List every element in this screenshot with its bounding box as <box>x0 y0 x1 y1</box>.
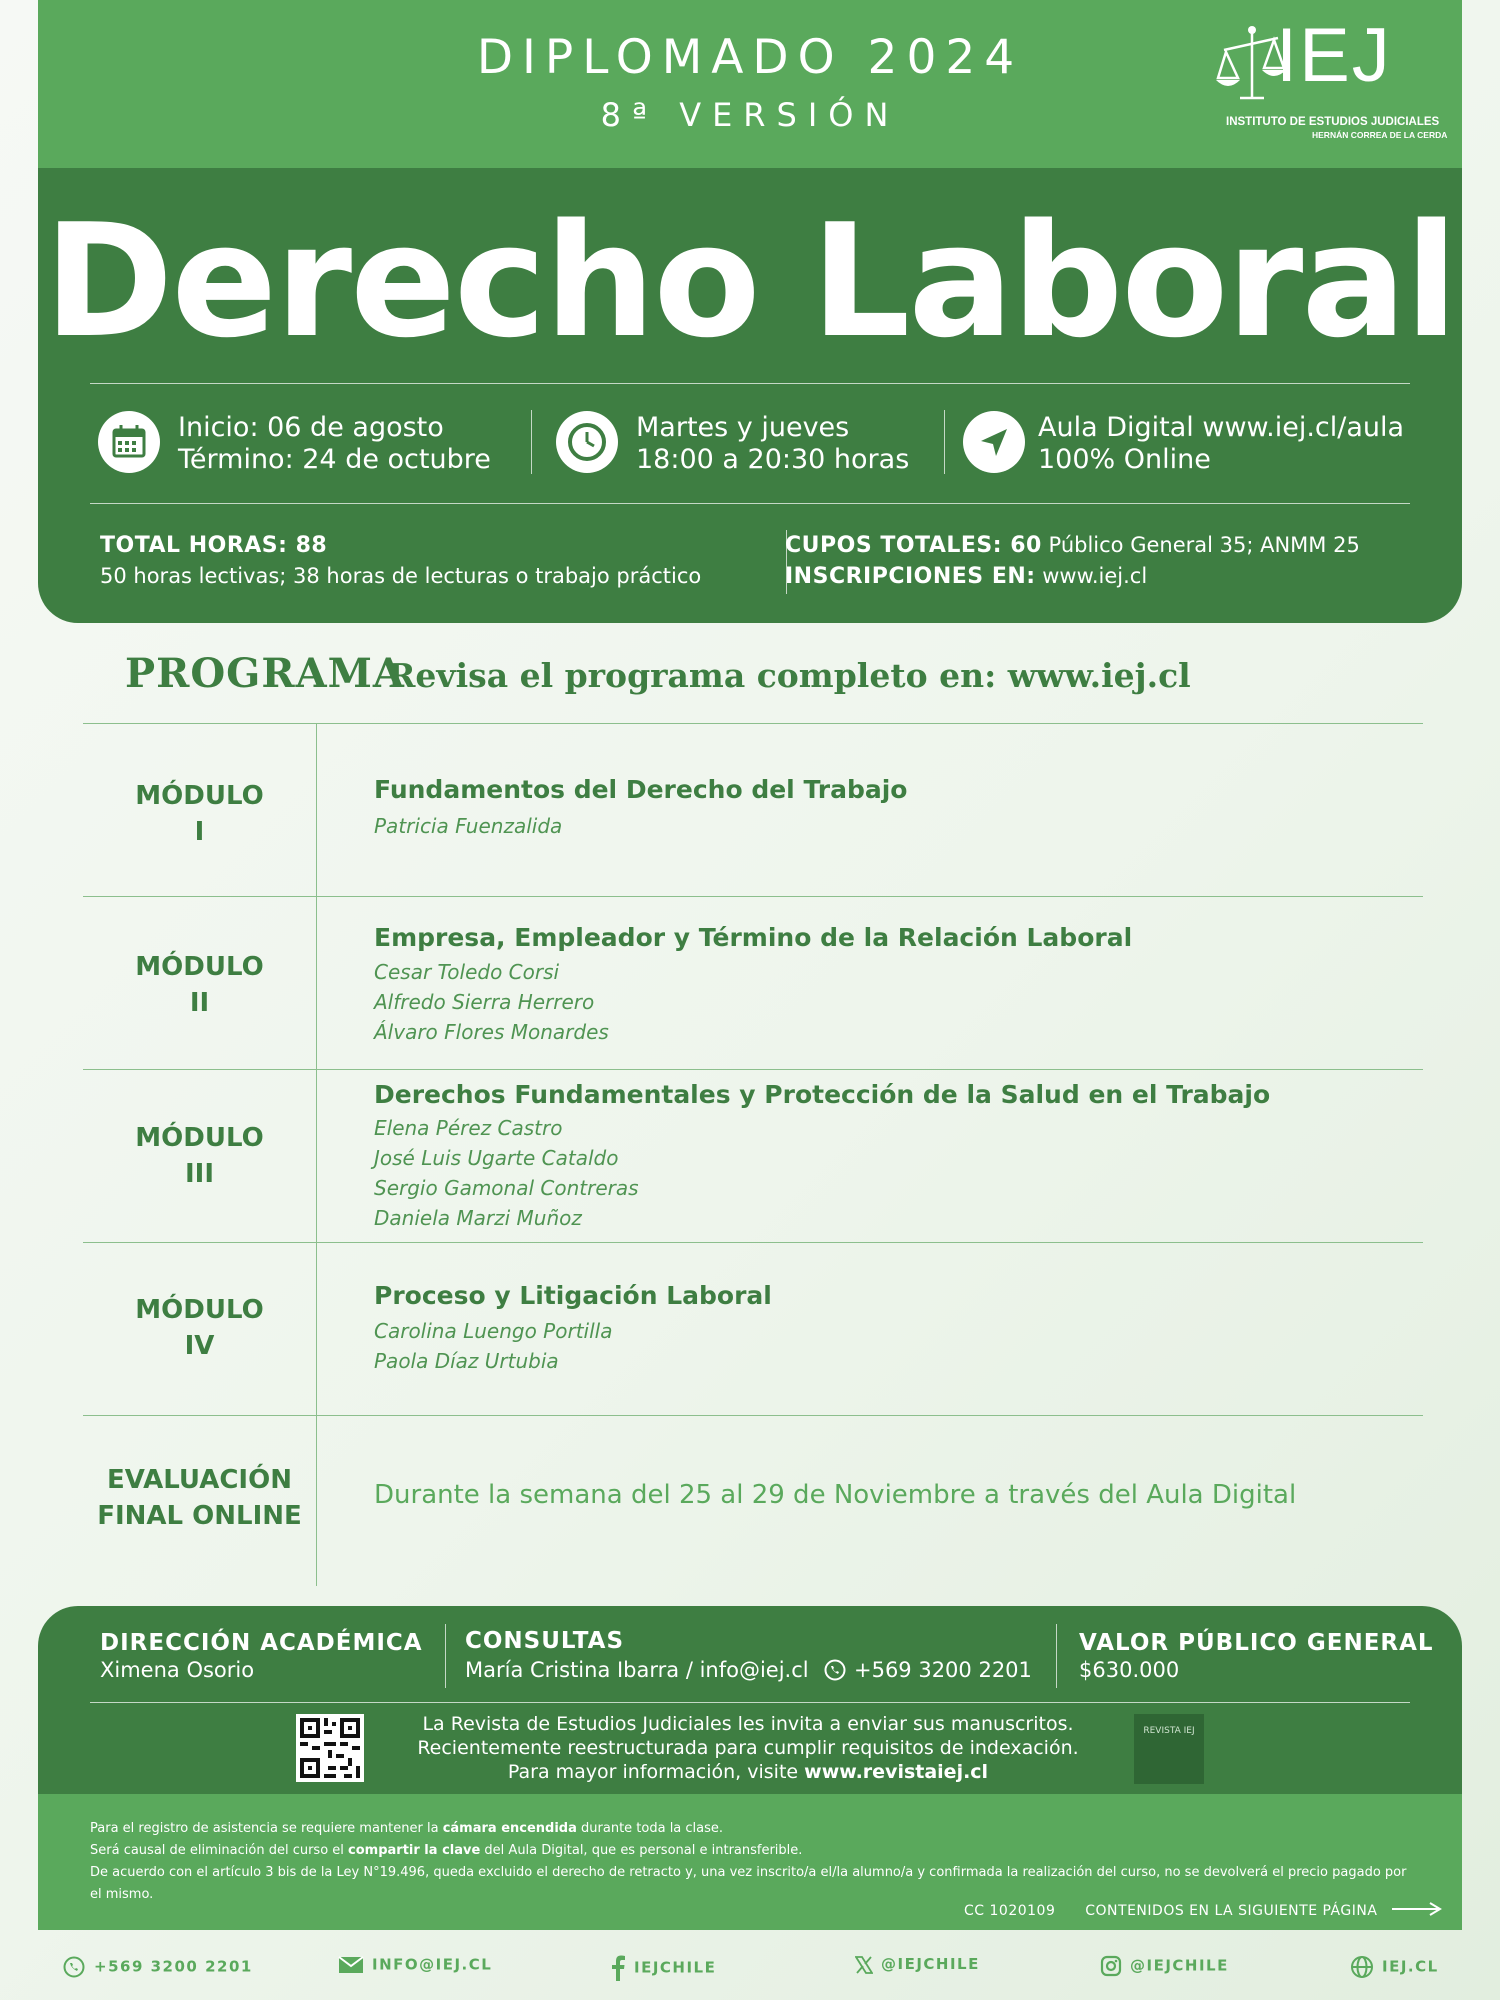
social-instagram[interactable] <box>1100 1955 1229 1977</box>
divider <box>90 1702 1410 1703</box>
main-info-panel <box>38 168 1462 623</box>
table-divider <box>83 1242 1423 1243</box>
iej-logo <box>1216 13 1452 148</box>
module-4-teacher: Carolina Luengo Portilla <box>374 1319 613 1343</box>
revista-line-3 <box>338 1760 1158 1784</box>
schedule-days: Martes y jueves <box>636 412 850 443</box>
module-3-teacher: José Luis Ugarte Cataldo <box>374 1146 619 1170</box>
module-label-text: MÓDULO <box>135 1295 264 1325</box>
module-3-teacher: Sergio Gamonal Contreras <box>374 1176 639 1200</box>
social-facebook[interactable] <box>610 1955 716 1981</box>
module-number: I <box>194 817 205 847</box>
social-web-text: IEJ.CL <box>1382 1957 1439 1976</box>
divider <box>531 410 532 474</box>
direccion-label: DIRECCIÓN ACADÉMICA <box>100 1630 423 1656</box>
legal-line-3: De acuerdo con el artículo 3 bis de la Ley N°19.496, queda excluido el derecho de retracto y, una vez inscrito/a el/la alumno/a y confirmada la realización del curso, no se devolverá el precio pagado por el mismo. <box>90 1865 1407 1902</box>
aula-digital-url: Aula Digital www.iej.cl/aula <box>1038 412 1405 443</box>
module-3-teacher: Elena Pérez Castro <box>374 1116 563 1140</box>
dates-info <box>178 412 491 476</box>
location-info <box>1038 412 1404 476</box>
direccion-name: Ximena Osorio <box>100 1658 255 1682</box>
valor-label: VALOR PÚBLICO GENERAL <box>1079 1630 1434 1656</box>
revista-line-3-text: Para mayor información, visite <box>507 1761 805 1783</box>
module-label-text: MÓDULO <box>135 952 264 982</box>
table-divider <box>83 896 1423 897</box>
table-column-divider <box>316 724 317 1586</box>
end-date: Término: 24 de octubre <box>178 444 491 475</box>
course-title: Derecho Laboral <box>43 190 1457 372</box>
legal-text-part: durante toda la clase. <box>576 1821 724 1836</box>
legal-emphasis: cámara encendida <box>442 1821 577 1836</box>
cc-number: CC 1020109 <box>964 1903 1056 1919</box>
social-web[interactable] <box>1350 1955 1439 1979</box>
inscripciones-info <box>785 561 1147 592</box>
programa-link[interactable]: Revisa el programa completo en: www.iej.cl <box>388 656 1191 695</box>
online-badge: 100% Online <box>1038 444 1211 475</box>
divider <box>90 503 1410 504</box>
x-icon <box>855 1956 873 1974</box>
social-facebook-text: IEJCHILE <box>634 1958 717 1977</box>
cupos-label: CUPOS TOTALES: 60 <box>785 533 1042 558</box>
social-email[interactable] <box>338 1955 492 1975</box>
module-4-title: Proceso y Litigación Laboral <box>374 1281 772 1310</box>
module-label-text: MÓDULO <box>135 781 264 811</box>
social-instagram-text: @IEJCHILE <box>1130 1956 1229 1975</box>
social-phone[interactable] <box>62 1955 253 1979</box>
whatsapp-icon <box>823 1658 847 1682</box>
calendar-icon <box>98 411 160 473</box>
legal-text-part: del Aula Digital, que es personal e intransferible. <box>480 1843 803 1858</box>
module-2-teacher: Alfredo Sierra Herrero <box>374 990 595 1014</box>
module-2-teacher: Cesar Toledo Corsi <box>374 960 560 984</box>
evaluation-label-text: FINAL ONLINE <box>97 1501 302 1531</box>
social-email-text: INFO@IEJ.CL <box>372 1955 493 1974</box>
divider <box>1056 1624 1057 1688</box>
table-divider <box>83 1069 1423 1070</box>
header-band <box>38 0 1462 168</box>
consultas-phone[interactable]: +569 3200 2201 <box>853 1658 1032 1682</box>
module-1-title: Fundamentos del Derecho del Trabajo <box>374 775 908 804</box>
inscripciones-label: INSCRIPCIONES EN: <box>785 564 1036 589</box>
hours-detail: 50 horas lectivas; 38 horas de lecturas o trabajo práctico <box>100 564 702 588</box>
legal-text <box>90 1818 1420 1906</box>
total-hours-label: TOTAL HORAS: 88 <box>100 533 328 558</box>
module-1-teacher: Patricia Fuenzalida <box>374 814 563 838</box>
divider <box>90 383 1410 384</box>
inscripciones-url[interactable]: www.iej.cl <box>1042 564 1148 588</box>
module-number: IV <box>184 1331 215 1361</box>
revista-line-2: Recientemente reestructurada para cumplir requisitos de indexación. <box>417 1737 1079 1759</box>
module-label-text: MÓDULO <box>135 1123 264 1153</box>
cupos-detail: Público General 35; ANMM 25 <box>1048 533 1360 557</box>
programa-heading: PROGRAMA <box>125 650 405 697</box>
legal-line-2 <box>90 1840 1420 1862</box>
envelope-icon <box>338 1955 364 1975</box>
module-3-title: Derechos Fundamentales y Protección de la Salud en el Trabajo <box>374 1080 1271 1109</box>
consultas-label: CONSULTAS <box>465 1628 625 1654</box>
schedule-hours: 18:00 a 20:30 horas <box>636 444 910 475</box>
module-number: III <box>184 1159 215 1189</box>
revista-logo: REVISTA IEJ <box>1134 1714 1204 1784</box>
module-2-label <box>83 949 316 1021</box>
logo-subtitle-2: HERNÁN CORREA DE LA CERDA <box>1312 130 1448 140</box>
logo-subtitle: INSTITUTO DE ESTUDIOS JUDICIALES <box>1226 116 1440 128</box>
social-x-text: @IEJCHILE <box>881 1955 980 1973</box>
module-1-label <box>83 778 316 850</box>
module-3-teacher: Daniela Marzi Muñoz <box>374 1206 582 1230</box>
footer-panel <box>38 1606 1462 1794</box>
evaluation-label-text: EVALUACIÓN <box>107 1465 292 1495</box>
legal-band <box>38 1794 1462 1930</box>
start-date: Inicio: 06 de agosto <box>178 412 444 443</box>
divider <box>944 410 945 474</box>
legal-line-1 <box>90 1818 1420 1840</box>
evaluation-label <box>83 1462 316 1534</box>
table-divider <box>83 1415 1423 1416</box>
whatsapp-icon <box>62 1955 86 1979</box>
revista-url[interactable]: www.revistaiej.cl <box>804 1761 989 1783</box>
location-arrow-icon <box>963 411 1025 473</box>
module-2-teacher: Álvaro Flores Monardes <box>374 1020 609 1044</box>
consultas-email[interactable]: María Cristina Ibarra / info@iej.cl <box>465 1658 809 1682</box>
legal-emphasis: compartir la clave <box>348 1843 481 1858</box>
schedule-info <box>636 412 909 476</box>
module-4-teacher: Paola Díaz Urtubia <box>374 1349 559 1373</box>
instagram-icon <box>1100 1955 1122 1977</box>
module-4-label <box>83 1292 316 1364</box>
revista-line-1: La Revista de Estudios Judiciales les invita a enviar sus manuscritos. <box>422 1713 1074 1735</box>
cc-line <box>964 1902 1442 1919</box>
legal-text-part: Será causal de eliminación del curso el <box>90 1843 349 1858</box>
module-number: II <box>189 988 210 1018</box>
globe-icon <box>1350 1955 1374 1979</box>
evaluation-text: Durante la semana del 25 al 29 de Noviembre a través del Aula Digital <box>374 1480 1297 1510</box>
divider <box>445 1624 446 1688</box>
clock-icon <box>556 411 618 473</box>
legal-text-part: Para el registro de asistencia se requiere mantener la <box>90 1821 443 1836</box>
consultas-contact <box>465 1658 1032 1682</box>
social-phone-text: +569 3200 2201 <box>94 1957 253 1976</box>
arrow-right-icon <box>1392 1902 1442 1916</box>
module-3-label <box>83 1120 316 1192</box>
social-x[interactable] <box>855 1955 980 1974</box>
next-page-note: CONTENIDOS EN LA SIGUIENTE PÁGINA <box>1085 1903 1378 1919</box>
module-2-title: Empresa, Empleador y Término de la Relación Laboral <box>374 923 1133 952</box>
facebook-icon <box>610 1955 626 1981</box>
valor-amount: $630.000 <box>1079 1658 1180 1682</box>
diplomado-version: 8ª VERSIÓN <box>600 96 900 134</box>
total-hours <box>100 530 327 561</box>
logo-text: IEJ <box>1276 13 1392 98</box>
diplomado-title: DIPLOMADO 2024 <box>476 30 1024 85</box>
table-divider <box>83 723 1423 724</box>
cupos-info <box>785 530 1360 561</box>
